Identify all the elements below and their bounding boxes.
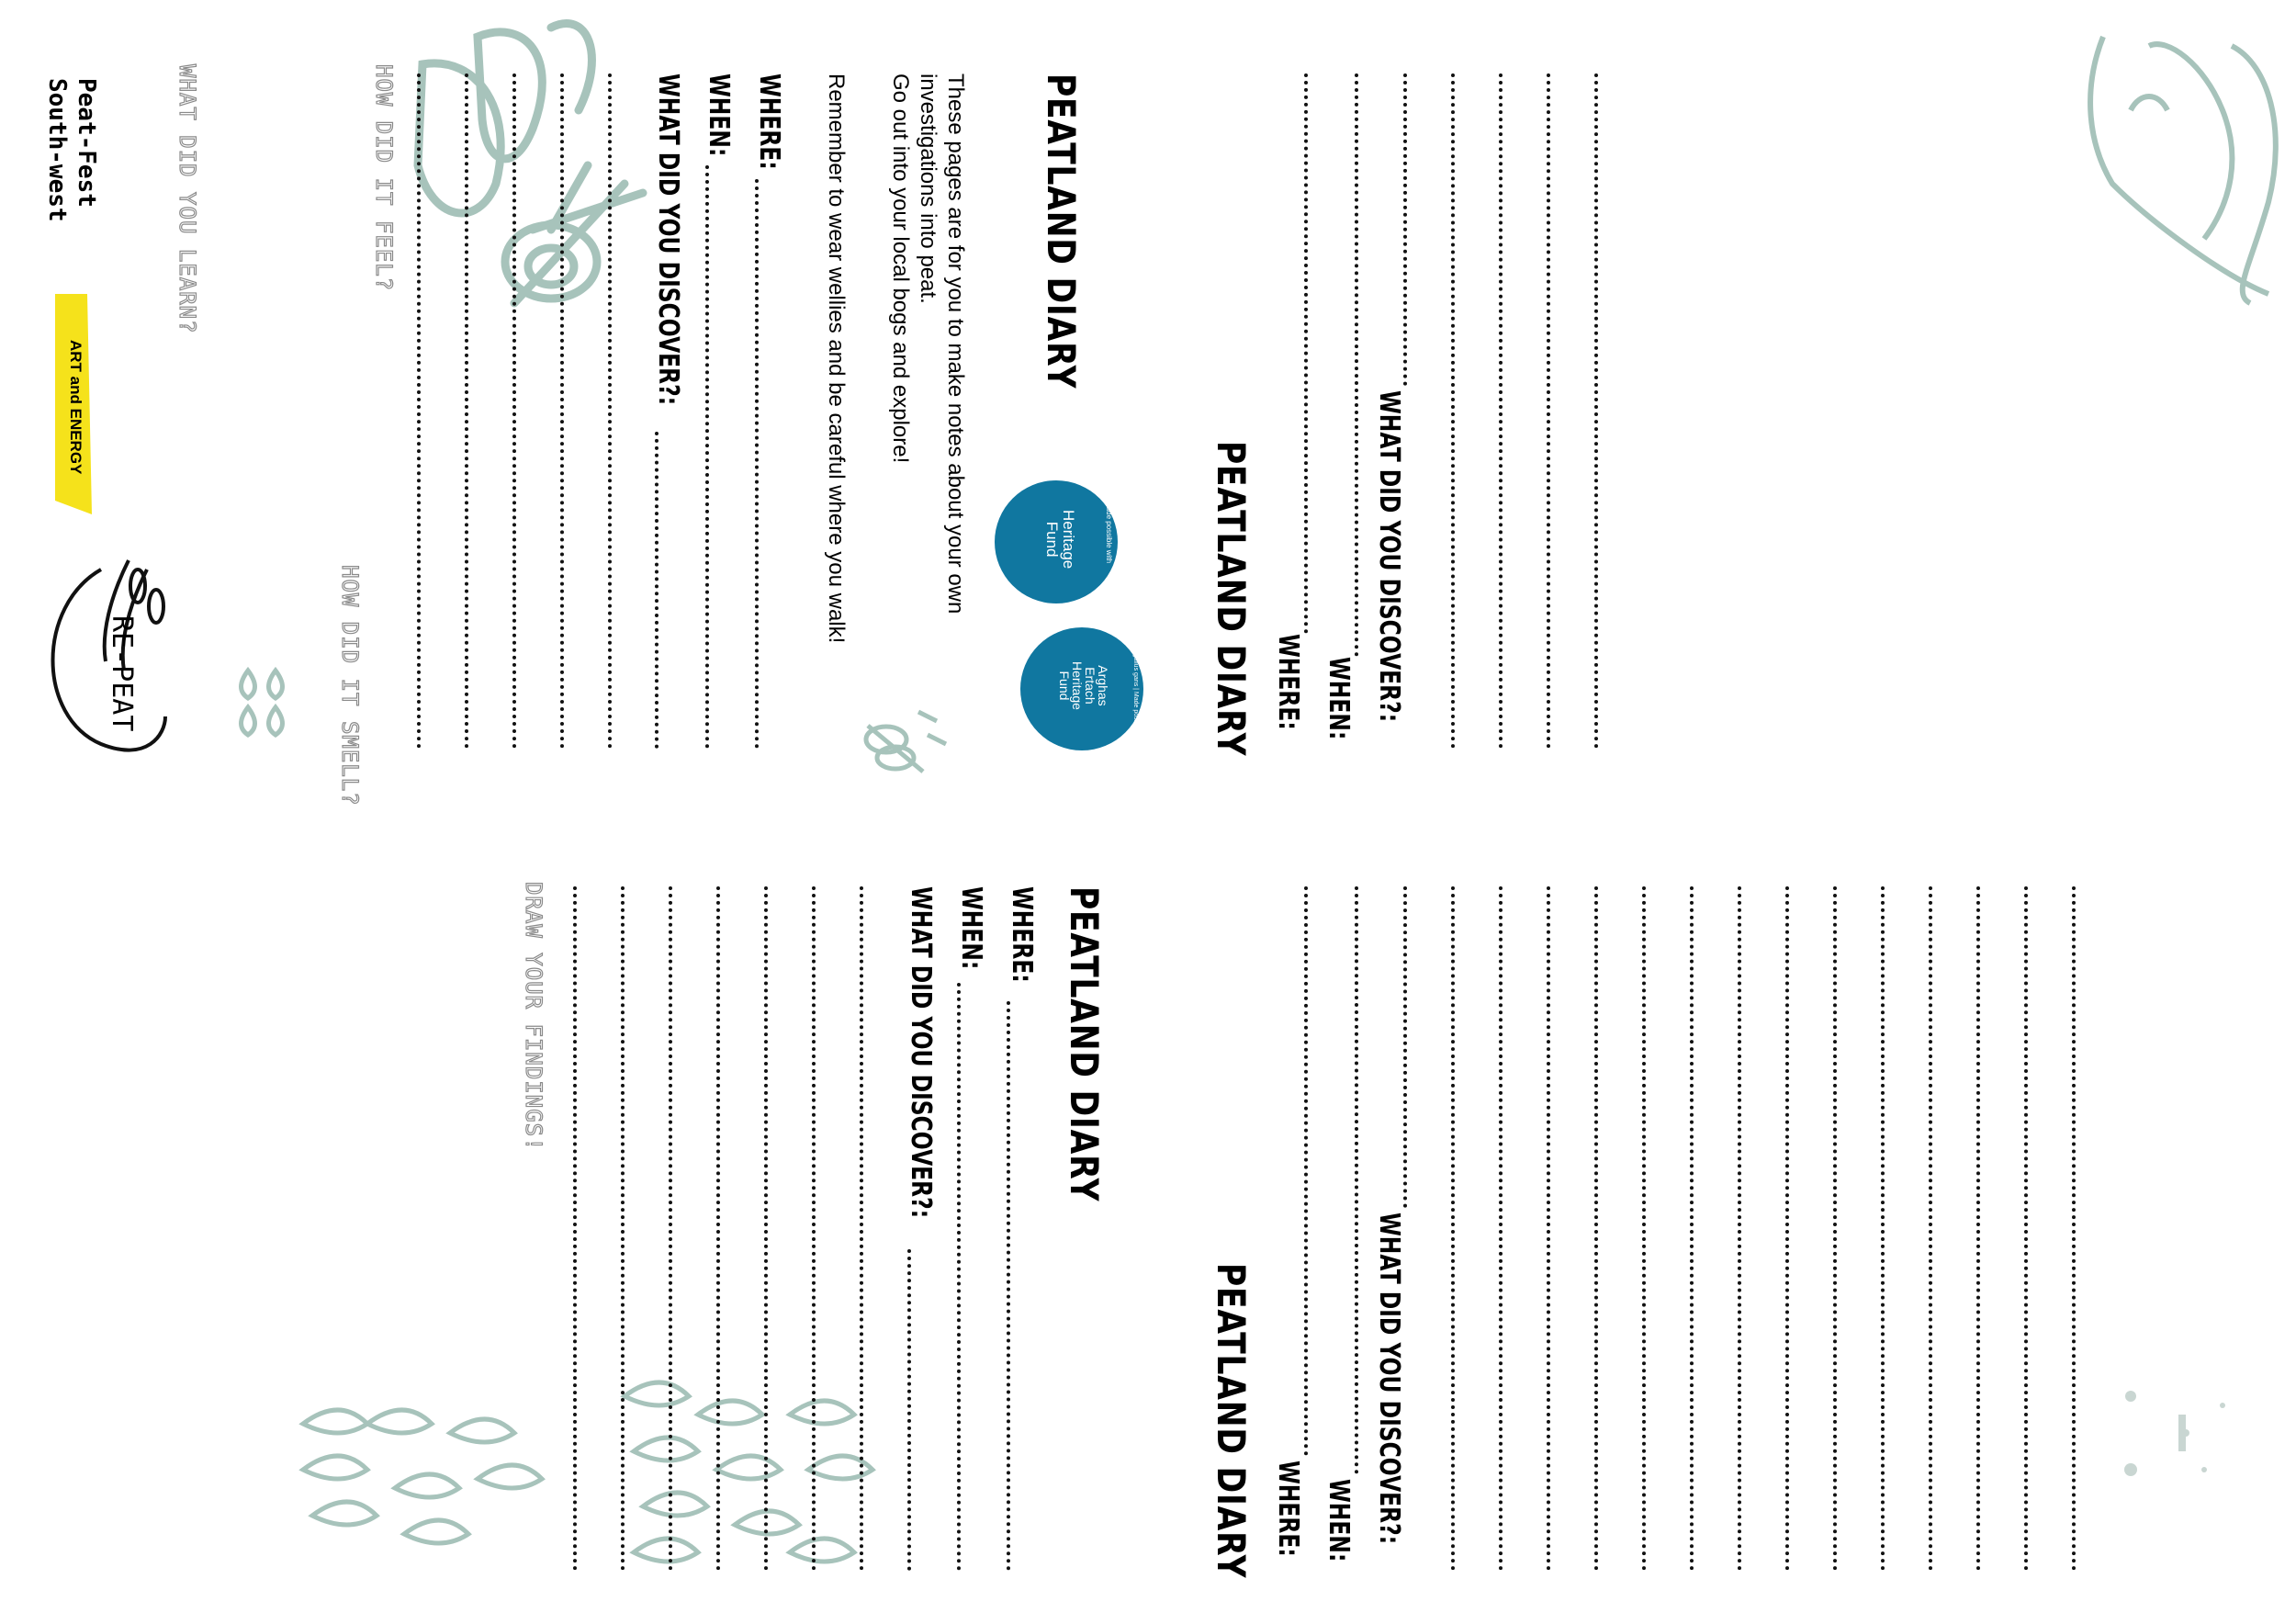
panel-b-when-label: WHEN: (1322, 657, 1355, 740)
heritage-fund-ring-text: Made possible with (1105, 501, 1113, 564)
panel-a-smell-prompt: HOW DID IT SMELL? (337, 565, 363, 806)
panel-c-line-3[interactable] (764, 886, 768, 1571)
repeat-logo-text: RE-PEAT (106, 615, 138, 732)
panel-d-line-7[interactable] (1738, 886, 1741, 1571)
panel-c-draw-prompt: DRAW YOUR FINDINGS! (521, 882, 546, 1152)
panel-d-line-10[interactable] (1881, 886, 1885, 1571)
panel-c-line-7[interactable] (573, 886, 577, 1571)
panel-a-intro: These pages are for you to make notes about your own investigations into peat. Go out into your local bogs and explore! (888, 73, 968, 615)
panel-d-line-8[interactable] (1785, 886, 1789, 1571)
panel-c-title: PEATLAND DIARY (1062, 886, 1107, 1202)
panel-d-line-14[interactable] (2072, 886, 2076, 1571)
panel-d-discover-label: WHAT DID YOU DISCOVER?: (1373, 1212, 1405, 1545)
panel-a-line-3[interactable] (512, 73, 516, 749)
creature-illustration (2090, 37, 2276, 303)
panel-a-title: PEATLAND DIARY (1039, 73, 1084, 389)
panel-d-when-line[interactable] (1355, 886, 1358, 1474)
panel-d-title: PEATLAND DIARY (1209, 1263, 1254, 1579)
panel-a-where-label: WHERE: (753, 73, 785, 170)
panel-c-line-2[interactable] (812, 886, 816, 1571)
panel-b-when-line[interactable] (1355, 73, 1358, 657)
panel-d-line-2[interactable] (1499, 886, 1503, 1571)
panel-b-line-1[interactable] (1451, 73, 1455, 749)
panel-c-line-1[interactable] (860, 886, 863, 1571)
panel-c-discover-label: WHAT DID YOU DISCOVER?: (905, 886, 937, 1219)
panel-a-line-4[interactable] (465, 73, 468, 749)
panel-a-when-label: WHEN: (703, 73, 735, 157)
panel-a-line-5[interactable] (417, 73, 421, 749)
texture-illustration (2124, 1391, 2225, 1476)
panel-b-discover-line[interactable] (1403, 73, 1407, 386)
panel-c-line-4[interactable] (716, 886, 720, 1571)
panel-b-title: PEATLAND DIARY (1209, 441, 1254, 757)
panel-a-when-line[interactable] (705, 165, 709, 749)
rain-droplets-illustration (303, 1382, 872, 1562)
panel-a-where-line[interactable] (755, 179, 759, 749)
panel-a-learn-prompt: WHAT DID YOU LEARN? (174, 64, 200, 334)
panel-d-line-13[interactable] (2024, 886, 2028, 1571)
peatfest-logo-text: Peat-Fest South-west (43, 78, 100, 222)
heritage-fund-text: Heritage Fund (1043, 510, 1077, 570)
small-bug-illustration (866, 712, 946, 772)
panel-b-discover-label: WHAT DID YOU DISCOVER?: (1373, 390, 1405, 723)
panel-a-feel-prompt: HOW DID IT FEEL? (371, 64, 397, 292)
panel-a-discover-label: WHAT DID YOU DISCOVER?: (652, 73, 684, 406)
panel-d-where-label: WHERE: (1272, 1460, 1304, 1557)
panel-c-line-6[interactable] (621, 886, 625, 1571)
panel-a-discover-line[interactable] (655, 432, 658, 749)
panel-d-line-3[interactable] (1547, 886, 1550, 1571)
panel-c-discover-line[interactable] (907, 1249, 911, 1571)
panel-b-line-4[interactable] (1594, 73, 1598, 749)
panel-a-reminder: Remember to wear wellies and be careful where you walk! (824, 73, 849, 644)
panel-b-where-line[interactable] (1304, 73, 1308, 634)
panel-a-line-1[interactable] (608, 73, 612, 749)
panel-d-when-label: WHEN: (1322, 1479, 1355, 1562)
panel-c-when-label: WHEN: (955, 886, 987, 970)
panel-d-line-11[interactable] (1929, 886, 1932, 1571)
panel-c-where-label: WHERE: (1006, 886, 1038, 983)
panel-d-line-4[interactable] (1594, 886, 1598, 1571)
panel-d-discover-line[interactable] (1403, 886, 1407, 1208)
welsh-fund-ring-text: Gwrys gallus gans | Made possible (1132, 634, 1139, 734)
panel-c-where-line[interactable] (1007, 1001, 1010, 1571)
panel-d-line-1[interactable] (1451, 886, 1455, 1571)
panel-d-line-9[interactable] (1833, 886, 1837, 1571)
panel-d-line-6[interactable] (1690, 886, 1694, 1571)
panel-d-line-12[interactable] (1976, 886, 1980, 1571)
panel-d-line-5[interactable] (1642, 886, 1646, 1571)
smell-droplets-illustration (242, 671, 283, 735)
art-energy-text: ART and ENERGY (67, 340, 84, 475)
welsh-fund-text: Arghas Ertach Heritage Fund (1057, 661, 1110, 710)
panel-b-where-label: WHERE: (1272, 634, 1304, 730)
panel-b-line-2[interactable] (1499, 73, 1503, 749)
panel-b-line-3[interactable] (1547, 73, 1550, 749)
panel-d-where-line[interactable] (1304, 886, 1308, 1456)
panel-c-when-line[interactable] (957, 983, 961, 1571)
panel-c-line-5[interactable] (669, 886, 672, 1571)
panel-a-line-2[interactable] (560, 73, 564, 749)
